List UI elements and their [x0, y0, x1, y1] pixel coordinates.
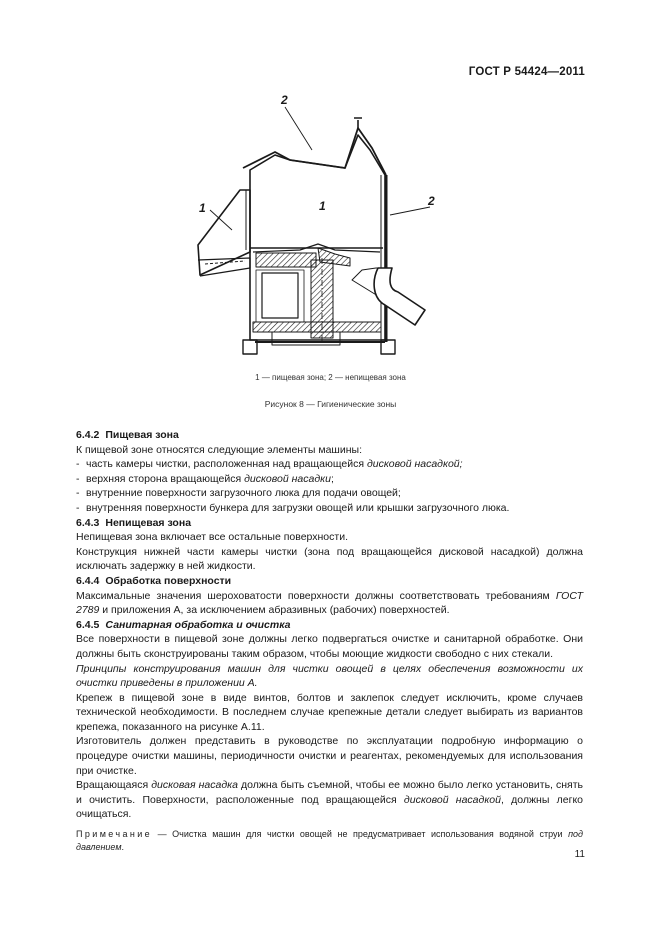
paragraph: Принципы конструирования машин для чистки овощей в целях обеспечения возможности их очистки приведены в приложении А.	[76, 662, 583, 690]
document-body	[76, 428, 583, 854]
document-code: ГОСТ Р 54424—2011	[468, 66, 585, 78]
section-heading: 6.4.2 Пищевая зона	[76, 429, 179, 441]
paragraph: Вращающаяся дисковая насадка должна быть съемной, чтобы ее можно было легко установить, снять и очистить. Поверхности, расположенные под вращающейся дисковой насадкой, должны легко очищаться.	[76, 779, 584, 821]
section-heading: 6.4.4 Обработка поверхности	[76, 574, 232, 587]
paragraph: Изготовитель должен представить в руководстве по эксплуатации подробную информацию о процедуре очистки машины, периодичности очистки и реагентах, рекомендуемых для использования при очистке.	[76, 735, 583, 777]
loading-chute	[198, 190, 250, 275]
hygienic-zones-figure	[0, 0, 661, 370]
paragraph: К пищевой зоне относятся следующие элементы машины:	[76, 443, 362, 456]
note: Примечание — Очистка машин для чистки овощей не предусматривает использования водяной струи под давлением.	[76, 829, 583, 853]
paragraph: Конструкция нижней части камеры чистки (зона под вращающейся дисковой насадкой) должна исключать задержку в ней жидкости.	[76, 545, 583, 573]
hopper-lid	[243, 128, 386, 175]
label-2-right: 2	[428, 194, 435, 208]
figure-legend: 1 — пищевая зона; 2 — непищевая зона	[255, 373, 406, 382]
list-item: - верхняя сторона вращающейся дисковой насадки;	[76, 472, 334, 485]
section-heading: 6.4.3 Непищевая зона	[76, 516, 192, 529]
paragraph: Максимальные значения шероховатости поверхности должны соответствовать требованиям ГОСТ 2789 и приложения А, за исключением абразивных (рабочих) поверхностей.	[76, 589, 583, 617]
rotating-disc	[256, 253, 316, 267]
list-item: - внутренняя поверхности бункера для загрузки овощей или крышки загрузочного люка.	[76, 501, 510, 514]
label-2-top: 2	[281, 93, 288, 107]
label-1-left: 1	[199, 201, 206, 215]
motor-housing	[262, 273, 298, 318]
paragraph: Крепеж в пищевой зоне в виде винтов, болтов и заклепок следует исключить, кроме случаев технической необходимости. В последнем случае крепежные детали следует выбирать из вариантов крепежа, показанного на рисунке А.11.	[76, 691, 583, 733]
paragraph: Все поверхности в пищевой зоне должны легко подвергаться очистке и санитарной обработке. Они должны быть сконструированы таким образом, чтобы моющие жидкости свободно с них стекали.	[76, 633, 583, 660]
list-item: - часть камеры чистки, расположенная над вращающейся дисковой насадкой;	[76, 458, 463, 471]
label-1-center: 1	[319, 199, 326, 213]
section-heading: 6.4.5 Санитарная обработка и очистка	[76, 618, 291, 631]
figure-title: Рисунок 8 — Гигиенические зоны	[264, 399, 397, 409]
paragraph: Непищевая зона включает все остальные поверхности.	[76, 531, 348, 544]
page-number: 11	[574, 849, 585, 860]
list-item: - внутренние поверхности загрузочного люка для подачи овощей;	[76, 487, 401, 500]
